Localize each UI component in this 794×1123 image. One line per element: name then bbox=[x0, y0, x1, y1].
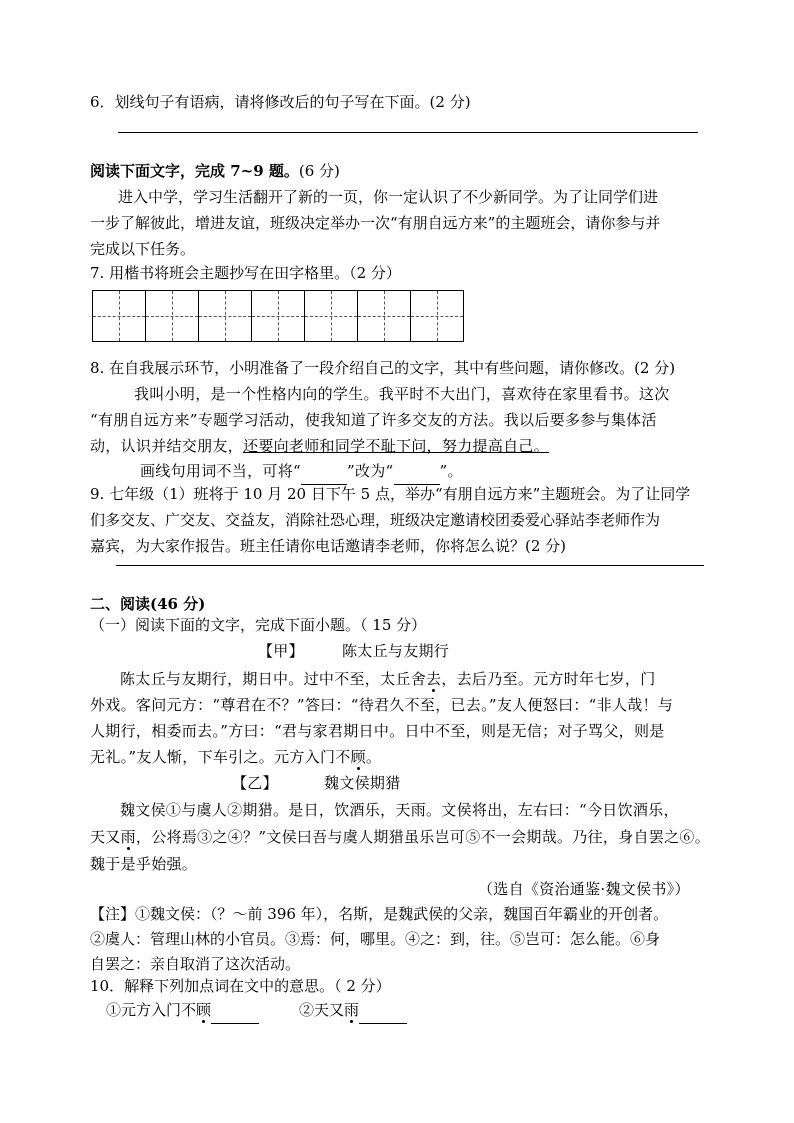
jia-line-1-b: ，去后乃至。元方时年七岁，门 bbox=[441, 670, 656, 688]
q10-items bbox=[106, 997, 407, 1024]
q8-fix-b: ”改为“ bbox=[346, 462, 394, 480]
jia-tag: 【甲】 bbox=[258, 642, 304, 660]
section-heading-text: 阅读下面文字，完成 7~9 题。 bbox=[90, 162, 299, 180]
yi-line-2 bbox=[90, 824, 710, 850]
intro-line-2: 一步了解彼此，增进友谊，班级决定举办一次“有朋自远方来”的主题班会，请你参与并 bbox=[90, 214, 661, 232]
yi-tag: 【乙】 bbox=[232, 774, 278, 792]
jia-line-4-a: 无礼。”友人惭，下车引之。元方入门不 bbox=[90, 748, 351, 766]
grid-cell[interactable] bbox=[92, 290, 146, 342]
part-2-heading: 二、阅读(46 分) bbox=[90, 595, 206, 613]
jia-dotted-char-gu: 顾 bbox=[350, 748, 366, 766]
grid-cell[interactable] bbox=[145, 290, 199, 342]
q8-fix-c: ”。 bbox=[439, 462, 463, 480]
notes-line-1: 【注】①魏文侯：（？～前 396 年），名斯，是魏武侯的父亲，魏国百年霸业的开创者。 bbox=[90, 905, 669, 923]
q10-item-1-dotted-char: 顾 bbox=[196, 1001, 212, 1019]
yi-line-3: 魏于是乎始强。 bbox=[90, 855, 198, 873]
notes-line-3: 自罢之：亲自取消了这次活动。 bbox=[90, 955, 301, 973]
question-8: 8. 在自我展示环节，小明准备了一段介绍自己的文字，其中有些问题，请你修改。(2 分) bbox=[90, 359, 676, 377]
jia-line-4-b: 。 bbox=[365, 748, 382, 766]
section-heading bbox=[90, 158, 340, 184]
q8-passage-line-3 bbox=[90, 433, 549, 459]
grid-cell[interactable] bbox=[198, 290, 252, 342]
section-heading-score: (6 分) bbox=[298, 162, 340, 180]
answer-line-q6[interactable] bbox=[118, 132, 698, 133]
intro-line-3: 完成以下任务。 bbox=[90, 240, 196, 258]
q10-item-2-dotted-char: 雨 bbox=[344, 1001, 360, 1019]
q8-passage-line-1: 我叫小明，是一个性格内向的学生。我平时不大出门，喜欢待在家里看书。这次 bbox=[134, 385, 670, 403]
q8-underlined-sentence: 还要向老师和同学不耻下问，努力提高自己。 bbox=[243, 437, 550, 455]
q10-blank-2[interactable] bbox=[359, 997, 407, 1024]
grid-cell[interactable] bbox=[357, 290, 411, 342]
question-9-line-2: 们多交友、广交友、交益友，消除社恐心理，班级决定邀请校团委爱心驿站李老师作为 bbox=[90, 511, 661, 529]
jia-title: 陈太丘与友期行 bbox=[342, 642, 450, 660]
q10-item-1-a: ①元方入门不 bbox=[106, 1001, 197, 1019]
part-2-subheading: （一）阅读下面的文字，完成下面小题。（ 15 分） bbox=[90, 616, 427, 634]
q8-passage-line-2: “有朋自远方来”专题学习活动，使我知道了许多交友的方法。我以后要多参与集体活 bbox=[90, 411, 657, 429]
jia-line-2: 外戏。客问元方：“尊君在不？”答曰：“待君久不至，已去。”友人便怒曰：“非人哉！与 bbox=[90, 696, 674, 714]
yi-line-1: 魏文侯①与虞人②期猎。是日，饮酒乐，天雨。文侯将出，左右曰：“今日饮酒乐， bbox=[120, 801, 679, 819]
notes-line-2: ②虞人：管理山林的小官员。③焉：何，哪里。④之：到，往。⑤岂可：怎么能。⑥身 bbox=[90, 930, 661, 948]
intro-line-1: 进入中学，学习生活翻开了新的一页，你一定认识了不少新同学。为了让同学们进 bbox=[118, 188, 659, 206]
question-6: 6．划线句子有语病，请将修改后的句子写在下面。(2 分) bbox=[90, 93, 471, 111]
yi-title: 魏文侯期猎 bbox=[324, 774, 401, 792]
q10-item-2-a: ②天又 bbox=[299, 1001, 345, 1019]
jia-line-1-a: 陈太丘与友期行，期日中。过中不至，太丘舍 bbox=[120, 670, 427, 688]
q8-fix-a: 画线句用词不当，可将“ bbox=[140, 462, 301, 480]
grid-cell[interactable] bbox=[304, 290, 358, 342]
question-10: 10．解释下列加点词在文中的意思。（ 2 分） bbox=[90, 977, 391, 995]
q8-passage-line-3-start: 动，认识并结交朋友， bbox=[90, 437, 244, 455]
question-7: 7. 用楷书将班会主题抄写在田字格里。（2 分） bbox=[90, 264, 401, 282]
jia-dotted-char-qu: 去 bbox=[426, 670, 442, 688]
yi-dotted-char-yu: 雨 bbox=[120, 828, 136, 846]
grid-cell[interactable] bbox=[410, 290, 464, 342]
jia-line-3: 人期行，相委而去。”方曰：“君与家君期日中。日中不至，则是无信；对子骂父，则是 bbox=[90, 722, 665, 740]
yi-line-2-a: 天又 bbox=[90, 828, 121, 846]
grid-cell[interactable] bbox=[251, 290, 305, 342]
jia-line-4 bbox=[90, 744, 381, 770]
question-9-line-3: 嘉宾，为大家作报告。班主任请你电话邀请李老师，你将怎么说？(2 分) bbox=[90, 537, 567, 555]
question-9-line-1: 9. 七年级（1）班将于 10 月 20 日下午 5 点，举办“有朋自远方来”主题班会。为了让同学 bbox=[90, 485, 691, 503]
q10-blank-1[interactable] bbox=[211, 997, 259, 1024]
answer-line-q9[interactable] bbox=[116, 565, 704, 566]
yi-line-2-b: ，公将焉③之④？”文侯曰吾与虞人期猎虽乐岂可⑤不一会期哉。乃往，身自罢之⑥。 bbox=[135, 828, 710, 846]
jia-line-1 bbox=[120, 666, 656, 692]
source-citation: （选自《资治通鉴·魏文侯书》） bbox=[478, 880, 690, 898]
tianzige-grid[interactable] bbox=[92, 290, 463, 342]
